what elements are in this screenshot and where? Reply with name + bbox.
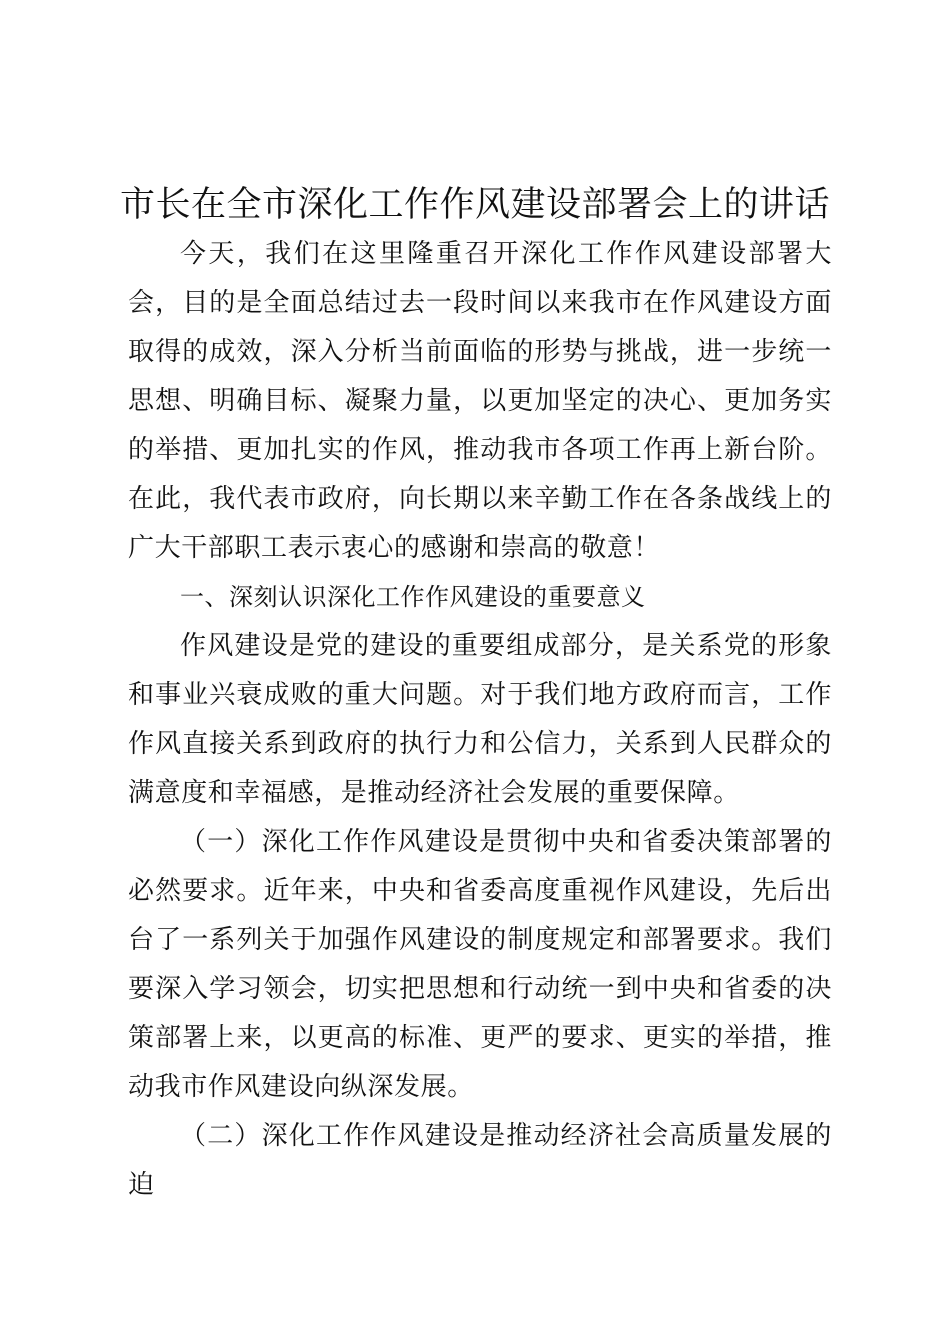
- paragraph-intro: 今天，我们在这里隆重召开深化工作作风建设部署大会，目的是全面总结过去一段时间以来我市在作风建设方面取得的成效，深入分析当前面临的形势与挑战，进一步统一思想、明确目标、凝聚力量，以更加坚定的决心、更加务实的举措、更加扎实的作风，推动我市各项工作再上新台阶。在此，我代表市政府，向长期以来辛勤工作在各条战线上的广大干部职工表示衷心的感谢和崇高的敬意！: [128, 239, 832, 563]
- paragraph-point-1: （一）深化工作作风建设是贯彻中央和省委决策部署的必然要求。近年来，中央和省委高度重视作风建设，先后出台了一系列关于加强作风建设的制度规定和部署要求。我们要深入学习领会，切实把思想和行动统一到中央和省委的决策部署上来，以更高的标准、更严的要求、更实的举措，推动我市作风建设向纵深发展。: [128, 827, 832, 1102]
- paragraph-significance: 作风建设是党的建设的重要组成部分，是关系党的形象和事业兴衰成败的重大问题。对于我们地方政府而言，工作作风直接关系到政府的执行力和公信力，关系到人民群众的满意度和幸福感，是推动经济社会发展的重要保障。: [128, 631, 832, 808]
- document-title: 市长在全市深化工作作风建设部署会上的讲话: [119, 185, 830, 225]
- paragraph-point-2: （二）深化工作作风建设是推动经济社会高质量发展的迫: [128, 1121, 832, 1200]
- document-body: [128, 230, 832, 1210]
- section-heading-1: 一、深刻认识深化工作作风建设的重要意义: [180, 583, 646, 611]
